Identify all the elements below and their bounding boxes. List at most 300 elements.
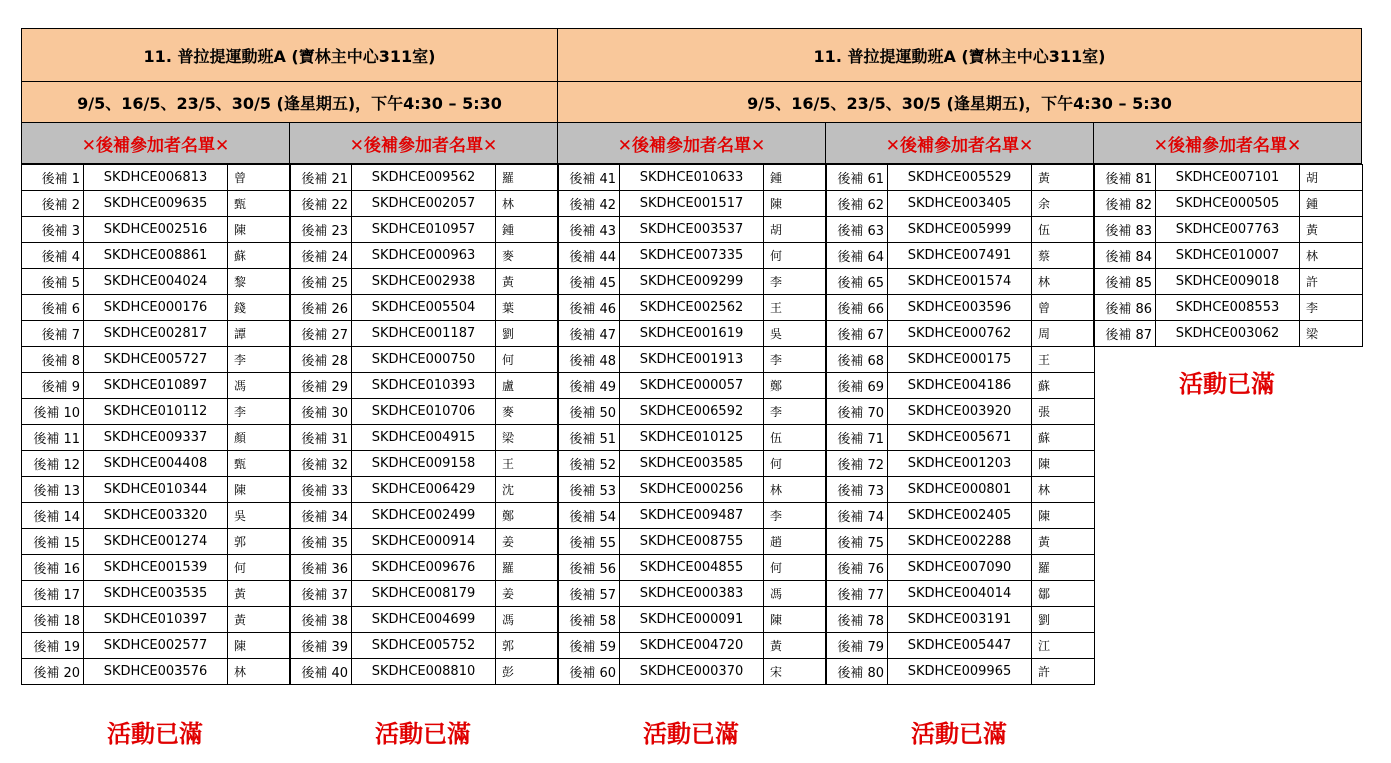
member-id: SKDHCE008553 [1156,295,1300,321]
table-row [290,555,559,581]
waitlist-number: 後補 26 [290,295,352,321]
member-surname: 沈 [496,477,559,503]
table-row [290,269,559,295]
member-id: SKDHCE003062 [1156,321,1300,347]
table-row [558,269,827,295]
table-row [558,503,827,529]
member-surname: 伍 [1032,217,1095,243]
waitlist-number: 後補 18 [22,607,84,633]
waitlist-number: 後補 15 [22,529,84,555]
table-row [290,425,559,451]
table-row [826,607,1095,633]
waitlist-number: 後補 84 [1094,243,1156,269]
member-id: SKDHCE009965 [888,659,1032,685]
waitlist-number: 後補 60 [558,659,620,685]
table-row [826,321,1095,347]
table-row [558,607,827,633]
table-row [558,529,827,555]
waitlist-number: 後補 48 [558,347,620,373]
table-row [22,243,291,269]
member-surname: 羅 [1032,555,1095,581]
table-row [558,347,827,373]
table-row [558,321,827,347]
waitlist-number: 後補 77 [826,581,888,607]
table-row [22,321,291,347]
waitlist-number: 後補 86 [1094,295,1156,321]
member-id: SKDHCE002405 [888,503,1032,529]
member-id: SKDHCE008755 [620,529,764,555]
table-row [826,555,1095,581]
member-surname: 陳 [764,607,827,633]
member-surname: 何 [496,347,559,373]
table-row [22,191,291,217]
member-id: SKDHCE009635 [84,191,228,217]
member-surname: 蔡 [1032,243,1095,269]
member-id: SKDHCE003596 [888,295,1032,321]
member-id: SKDHCE000963 [352,243,496,269]
waitlist-number: 後補 83 [1094,217,1156,243]
member-surname: 李 [1300,295,1363,321]
member-surname: 胡 [764,217,827,243]
waitlist-number: 後補 71 [826,425,888,451]
member-surname: 麥 [496,399,559,425]
member-surname: 譚 [228,321,291,347]
waitlist-number: 後補 76 [826,555,888,581]
waitlist-number: 後補 51 [558,425,620,451]
waitlist-number: 後補 23 [290,217,352,243]
member-surname: 何 [764,451,827,477]
member-surname: 吳 [764,321,827,347]
member-surname: 羅 [496,165,559,191]
table-row [22,347,291,373]
waitlist-number: 後補 10 [22,399,84,425]
waitlist-number: 後補 6 [22,295,84,321]
member-surname: 葉 [496,295,559,321]
member-surname: 黃 [228,581,291,607]
member-id: SKDHCE004720 [620,633,764,659]
member-surname: 姜 [496,581,559,607]
table-row [558,555,827,581]
waitlist-number: 後補 46 [558,295,620,321]
table-row [558,451,827,477]
member-surname: 彭 [496,659,559,685]
member-id: SKDHCE009158 [352,451,496,477]
waitlist-number: 後補 65 [826,269,888,295]
table-row [1094,217,1363,243]
table-row [826,503,1095,529]
waitlist-number: 後補 68 [826,347,888,373]
waitlist-number: 後補 25 [290,269,352,295]
table-row [290,399,559,425]
member-id: SKDHCE008861 [84,243,228,269]
member-surname: 黃 [1032,529,1095,555]
table-row [558,633,827,659]
waitlist-number: 後補 47 [558,321,620,347]
member-id: SKDHCE005504 [352,295,496,321]
member-id: SKDHCE010957 [352,217,496,243]
member-surname: 麥 [496,243,559,269]
member-surname: 甄 [228,451,291,477]
member-surname: 陳 [228,217,291,243]
waitlist-number: 後補 32 [290,451,352,477]
member-id: SKDHCE005999 [888,217,1032,243]
waitlist-number: 後補 61 [826,165,888,191]
member-surname: 鄒 [1032,581,1095,607]
full-label-4: 活動已滿 [911,720,1007,748]
table-row [22,399,291,425]
member-id: SKDHCE001203 [888,451,1032,477]
waitlist-number: 後補 33 [290,477,352,503]
waitlist-number: 後補 4 [22,243,84,269]
waitlist-number: 後補 80 [826,659,888,685]
member-surname: 黃 [228,607,291,633]
member-id: SKDHCE010397 [84,607,228,633]
waitlist-number: 後補 56 [558,555,620,581]
waitlist-number: 後補 38 [290,607,352,633]
member-id: SKDHCE003576 [84,659,228,685]
table-row [22,659,291,685]
member-id: SKDHCE005752 [352,633,496,659]
table-row [558,295,827,321]
table-row [22,477,291,503]
table-row [290,295,559,321]
waitlist-header-4: ✕後補參加者名單✕ [825,123,1094,164]
member-surname: 李 [764,399,827,425]
waitlist-number: 後補 22 [290,191,352,217]
waitlist-number: 後補 87 [1094,321,1156,347]
member-id: SKDHCE007335 [620,243,764,269]
member-id: SKDHCE002938 [352,269,496,295]
member-surname: 陳 [1032,451,1095,477]
waitlist-number: 後補 35 [290,529,352,555]
member-surname: 李 [228,399,291,425]
table-row [826,165,1095,191]
table-row [826,399,1095,425]
member-id: SKDHCE001619 [620,321,764,347]
waitlist-number: 後補 17 [22,581,84,607]
table-row [22,269,291,295]
member-surname: 林 [1300,243,1363,269]
full-label-5: 活動已滿 [1179,370,1275,398]
member-id: SKDHCE004014 [888,581,1032,607]
table-row [290,581,559,607]
table-row [826,295,1095,321]
table-row [558,373,827,399]
member-id: SKDHCE007101 [1156,165,1300,191]
member-surname: 曾 [228,165,291,191]
member-surname: 盧 [496,373,559,399]
member-surname: 郭 [496,633,559,659]
member-surname: 江 [1032,633,1095,659]
member-id: SKDHCE000383 [620,581,764,607]
waitlist-number: 後補 37 [290,581,352,607]
member-id: SKDHCE005529 [888,165,1032,191]
member-id: SKDHCE000762 [888,321,1032,347]
member-id: SKDHCE004855 [620,555,764,581]
table-row [1094,295,1363,321]
member-surname: 梁 [496,425,559,451]
waitlist-header-1: ✕後補參加者名單✕ [21,123,290,164]
member-id: SKDHCE003191 [888,607,1032,633]
waitlist-number: 後補 9 [22,373,84,399]
member-surname: 許 [1300,269,1363,295]
member-id: SKDHCE004024 [84,269,228,295]
waitlist-number: 後補 55 [558,529,620,555]
member-surname: 錢 [228,295,291,321]
waitlist-number: 後補 7 [22,321,84,347]
full-label-3: 活動已滿 [643,720,739,748]
member-id: SKDHCE009018 [1156,269,1300,295]
member-id: SKDHCE002516 [84,217,228,243]
member-id: SKDHCE008810 [352,659,496,685]
member-surname: 鍾 [496,217,559,243]
member-id: SKDHCE010344 [84,477,228,503]
table-row [558,425,827,451]
member-surname: 何 [764,555,827,581]
left-course-dates: 9/5、16/5、23/5、30/5 (逢星期五)，下午4:30 – 5:30 [21,82,558,123]
member-surname: 黃 [1300,217,1363,243]
member-id: SKDHCE000505 [1156,191,1300,217]
waitlist-number: 後補 19 [22,633,84,659]
member-surname: 黃 [496,269,559,295]
table-row [22,295,291,321]
member-id: SKDHCE005727 [84,347,228,373]
member-id: SKDHCE010706 [352,399,496,425]
waitlist-number: 後補 40 [290,659,352,685]
member-surname: 林 [496,191,559,217]
waitlist-number: 後補 54 [558,503,620,529]
member-id: SKDHCE001517 [620,191,764,217]
member-id: SKDHCE000091 [620,607,764,633]
table-row [558,477,827,503]
waitlist-number: 後補 36 [290,555,352,581]
table-row [558,191,827,217]
waitlist-number: 後補 44 [558,243,620,269]
left-course-title: 11. 普拉提運動班A (寶林主中心311室) [21,28,558,82]
member-surname: 陳 [764,191,827,217]
table-row [290,477,559,503]
waitlist-number: 後補 41 [558,165,620,191]
member-id: SKDHCE000175 [888,347,1032,373]
table-row [290,451,559,477]
member-id: SKDHCE000914 [352,529,496,555]
table-row [22,581,291,607]
member-surname: 鄭 [764,373,827,399]
waitlist-number: 後補 31 [290,425,352,451]
waitlist-number: 後補 72 [826,451,888,477]
table-row [290,503,559,529]
waitlist-table-1 [21,164,291,685]
waitlist-number: 後補 81 [1094,165,1156,191]
table-row [558,243,827,269]
member-surname: 宋 [764,659,827,685]
full-label-1: 活動已滿 [107,720,203,748]
member-id: SKDHCE001539 [84,555,228,581]
table-row [558,217,827,243]
member-surname: 郭 [228,529,291,555]
member-surname: 鍾 [764,165,827,191]
member-surname: 黎 [228,269,291,295]
waitlist-number: 後補 34 [290,503,352,529]
member-id: SKDHCE004699 [352,607,496,633]
member-id: SKDHCE001574 [888,269,1032,295]
member-surname: 黃 [764,633,827,659]
table-row [1094,269,1363,295]
member-id: SKDHCE009299 [620,269,764,295]
waitlist-number: 後補 49 [558,373,620,399]
table-row [290,191,559,217]
member-id: SKDHCE001274 [84,529,228,555]
member-surname: 陳 [228,477,291,503]
member-surname: 劉 [496,321,559,347]
table-row [22,633,291,659]
waitlist-number: 後補 29 [290,373,352,399]
member-id: SKDHCE009562 [352,165,496,191]
table-row [558,399,827,425]
member-id: SKDHCE000801 [888,477,1032,503]
member-id: SKDHCE004186 [888,373,1032,399]
member-surname: 李 [764,269,827,295]
member-id: SKDHCE003535 [84,581,228,607]
waitlist-number: 後補 11 [22,425,84,451]
member-surname: 趙 [764,529,827,555]
member-id: SKDHCE000176 [84,295,228,321]
table-row [290,373,559,399]
waitlist-number: 後補 64 [826,243,888,269]
table-row [22,451,291,477]
waitlist-number: 後補 39 [290,633,352,659]
table-row [290,243,559,269]
waitlist-number: 後補 42 [558,191,620,217]
waitlist-table-4 [825,164,1095,685]
member-surname: 蘇 [1032,425,1095,451]
waitlist-number: 後補 52 [558,451,620,477]
waitlist-number: 後補 45 [558,269,620,295]
table-row [826,373,1095,399]
table-row [558,659,827,685]
waitlist-number: 後補 67 [826,321,888,347]
waitlist-number: 後補 13 [22,477,84,503]
waitlist-number: 後補 20 [22,659,84,685]
waitlist-number: 後補 43 [558,217,620,243]
waitlist-table-2 [289,164,559,685]
table-row [558,165,827,191]
member-id: SKDHCE003537 [620,217,764,243]
waitlist-header-2: ✕後補參加者名單✕ [289,123,558,164]
waitlist-number: 後補 70 [826,399,888,425]
waitlist-number: 後補 53 [558,477,620,503]
member-surname: 顏 [228,425,291,451]
member-surname: 王 [764,295,827,321]
waitlist-number: 後補 73 [826,477,888,503]
member-surname: 陳 [228,633,291,659]
member-id: SKDHCE005447 [888,633,1032,659]
table-row [290,529,559,555]
member-id: SKDHCE002288 [888,529,1032,555]
member-surname: 何 [228,555,291,581]
member-id: SKDHCE010897 [84,373,228,399]
member-id: SKDHCE004408 [84,451,228,477]
waitlist-number: 後補 27 [290,321,352,347]
member-surname: 李 [764,503,827,529]
member-id: SKDHCE003405 [888,191,1032,217]
member-id: SKDHCE000370 [620,659,764,685]
member-surname: 伍 [764,425,827,451]
table-row [826,659,1095,685]
member-id: SKDHCE002817 [84,321,228,347]
member-id: SKDHCE000256 [620,477,764,503]
table-row [1094,165,1363,191]
waitlist-number: 後補 50 [558,399,620,425]
member-surname: 吳 [228,503,291,529]
member-surname: 蘇 [228,243,291,269]
table-row [1094,191,1363,217]
table-row [826,451,1095,477]
table-row [22,373,291,399]
member-surname: 余 [1032,191,1095,217]
waitlist-number: 後補 5 [22,269,84,295]
member-surname: 陳 [1032,503,1095,529]
table-row [826,529,1095,555]
member-surname: 林 [1032,477,1095,503]
waitlist-table-3 [557,164,827,685]
member-surname: 李 [764,347,827,373]
waitlist-number: 後補 74 [826,503,888,529]
waitlist-number: 後補 1 [22,165,84,191]
waitlist-number: 後補 59 [558,633,620,659]
member-id: SKDHCE007491 [888,243,1032,269]
waitlist-number: 後補 85 [1094,269,1156,295]
member-id: SKDHCE002499 [352,503,496,529]
right-course-dates: 9/5、16/5、23/5、30/5 (逢星期五)，下午4:30 – 5:30 [557,82,1362,123]
member-surname: 王 [1032,347,1095,373]
member-surname: 鍾 [1300,191,1363,217]
member-id: SKDHCE009487 [620,503,764,529]
waitlist-number: 後補 12 [22,451,84,477]
member-surname: 蘇 [1032,373,1095,399]
table-row [290,217,559,243]
member-id: SKDHCE006592 [620,399,764,425]
waitlist-number: 後補 75 [826,529,888,555]
waitlist-number: 後補 79 [826,633,888,659]
waitlist-number: 後補 63 [826,217,888,243]
member-surname: 劉 [1032,607,1095,633]
member-surname: 何 [764,243,827,269]
table-row [1094,243,1363,269]
waitlist-table-5 [1093,164,1363,347]
waitlist-number: 後補 78 [826,607,888,633]
table-row [22,425,291,451]
member-surname: 梁 [1300,321,1363,347]
table-row [22,555,291,581]
member-id: SKDHCE009676 [352,555,496,581]
member-id: SKDHCE002577 [84,633,228,659]
member-id: SKDHCE003320 [84,503,228,529]
table-row [1094,321,1363,347]
full-label-2: 活動已滿 [375,720,471,748]
waitlist-number: 後補 30 [290,399,352,425]
member-surname: 李 [228,347,291,373]
table-row [826,477,1095,503]
table-row [826,581,1095,607]
member-id: SKDHCE006813 [84,165,228,191]
waitlist-number: 後補 58 [558,607,620,633]
waitlist-number: 後補 3 [22,217,84,243]
member-surname: 鄭 [496,503,559,529]
member-id: SKDHCE003585 [620,451,764,477]
member-surname: 林 [764,477,827,503]
member-surname: 馮 [496,607,559,633]
